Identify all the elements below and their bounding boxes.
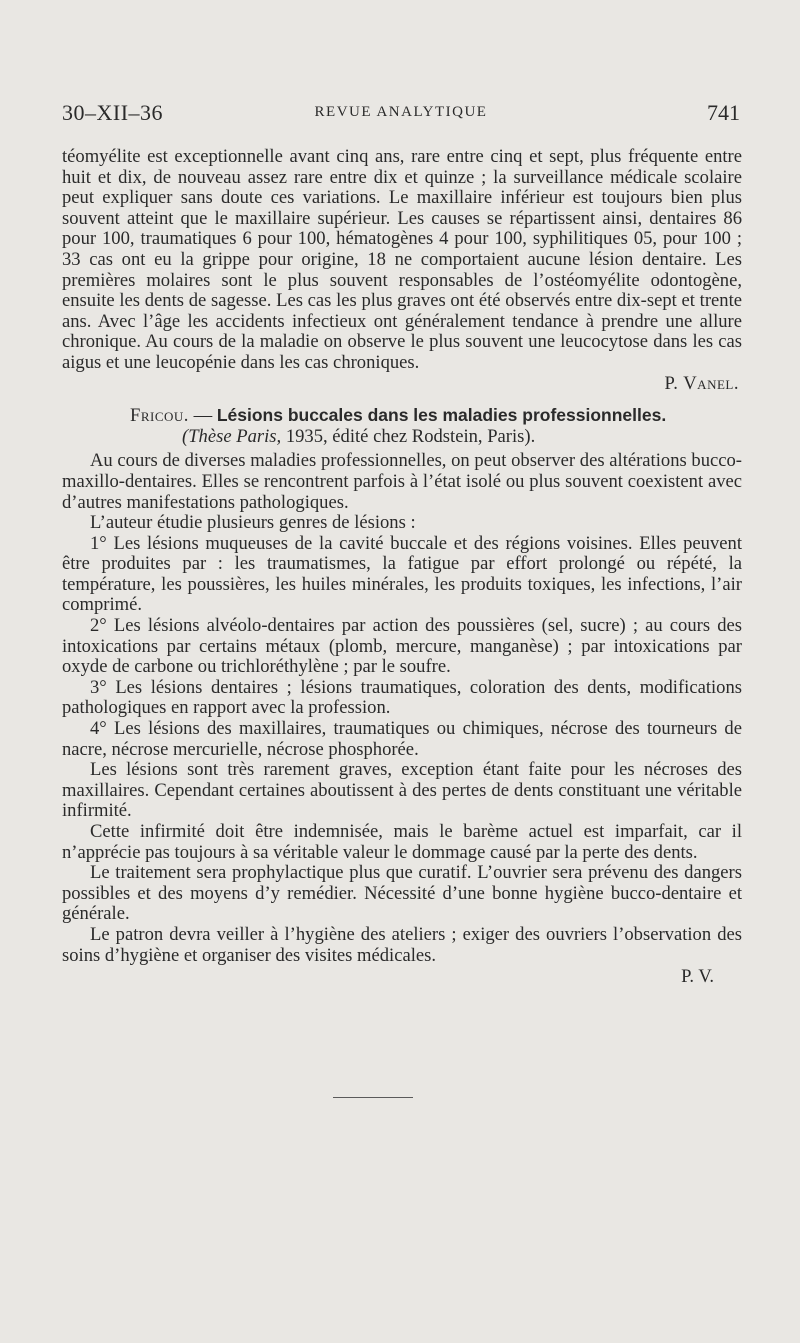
page-number: 741 [707, 100, 740, 125]
body-paragraph: 1° Les lésions muqueuses de la cavité buccale et des régions voisines. Elles peuvent être produites par : les traumatismes, la fatigue par effort prolongé ou répété, la température, les poussières, les huiles minérales, les produits toxiques, les infections, l’air comprimé. [62, 532, 742, 616]
issue-date: 30–XII–36 [62, 100, 164, 125]
body-paragraph: Les lésions sont très rarement graves, exception étant faite pour les nécroses des maxillaires. Cependant certaines aboutissent à des pertes de dents constituant une véritable infirmité. [62, 759, 742, 822]
running-head [62, 100, 740, 130]
body-paragraph: Le traitement sera prophylactique plus que curatif. L’ouvrier sera prévenu des dangers possibles et des moyens d’y remédier. Nécessité d’une bonne hygiène bucco-dentaire et générale. [62, 862, 742, 925]
heading-dash: — [188, 405, 217, 427]
body-paragraph: 3° Les lésions dentaires ; lésions traumatiques, coloration des dents, modifications pathologiques en rapport avec la profession. [62, 676, 742, 719]
body-paragraph: 2° Les lésions alvéolo-dentaires par action des poussières (sel, sucre) ; au cours des intoxications par certains métaux (plomb, mercure, manganèse) ; par intoxications par oxyde de carbone ou trichloréthylène ; par le soufre. [62, 615, 742, 678]
article-heading [62, 405, 742, 427]
review-signature-initials: P. V. [681, 966, 714, 988]
body-paragraph: 4° Les lésions des maxillaires, traumatiques ou chimiques, nécrose des tourneurs de nacre, nécrose mercurielle, nécrose phosphorée. [62, 718, 742, 760]
section-divider-rule [333, 1097, 413, 1098]
body-paragraph: Le patron devra veiller à l’hygiène des ateliers ; exiger des ouvriers l’observation des soins d’hygiène et organiser des visites médicales. [62, 923, 742, 966]
review-signature: P. Vanel. [664, 372, 739, 394]
body-paragraph: L’auteur étudie plusieurs genres de lésions : [90, 512, 416, 534]
page-body [62, 147, 742, 988]
body-paragraph: Cette infirmité doit être indemnisée, mais le barème actuel est imparfait, car il n’apprécie pas toujours à sa véritable valeur le dommage causé par la perte des dents. [62, 821, 742, 863]
article-author: Fricou. [130, 405, 189, 427]
body-paragraph: Au cours de diverses maladies professionnelles, on peut observer des altérations bucco-maxillo-dentaires. Elles se rencontrent parfois à l’état isolé ou plus souvent coexistent avec d’autres manifestations pathologiques. [62, 450, 742, 513]
review-continuation-paragraph: téomyélite est exceptionnelle avant cinq ans, rare entre cinq et sept, plus fréquente entre huit et dix, de nouveau assez rare entre dix et quinze ; la surveillance médicale scolaire peut expliquer sans doute ces variations. Le maxillaire inférieur est toujours bien plus souvent atteint que le maxillaire supérieur. Les causes se répartissent ainsi, dentaires 86 pour 100, traumatiques 6 pour 100, hématogènes 4 pour 100, syphilitiques 05, pour 100 ; 33 cas ont eu la grippe pour origine, 18 ne comportaient aucune lésion dentaire. Les premières molaires sont le plus souvent responsables de l’ostéomyélite odontogène, ensuite les dents de sagesse. Les cas les plus graves ont été observés entre dix-sept et trente ans. Avec l’âge les accidents infectieux ont généralement tendance à prendre une allure chronique. Au cours de la maladie on observe le plus souvent une leucocytose dans les cas aigus et une leucopénie dans les cas chroniques. [62, 146, 742, 373]
article-title: Lésions buccales dans les maladies professionnelles. [216, 405, 667, 426]
article-source: (Thèse Paris, 1935, édité chez Rodstein, Paris). [182, 425, 536, 447]
journal-section-title: REVUE ANALYTIQUE [314, 104, 488, 120]
